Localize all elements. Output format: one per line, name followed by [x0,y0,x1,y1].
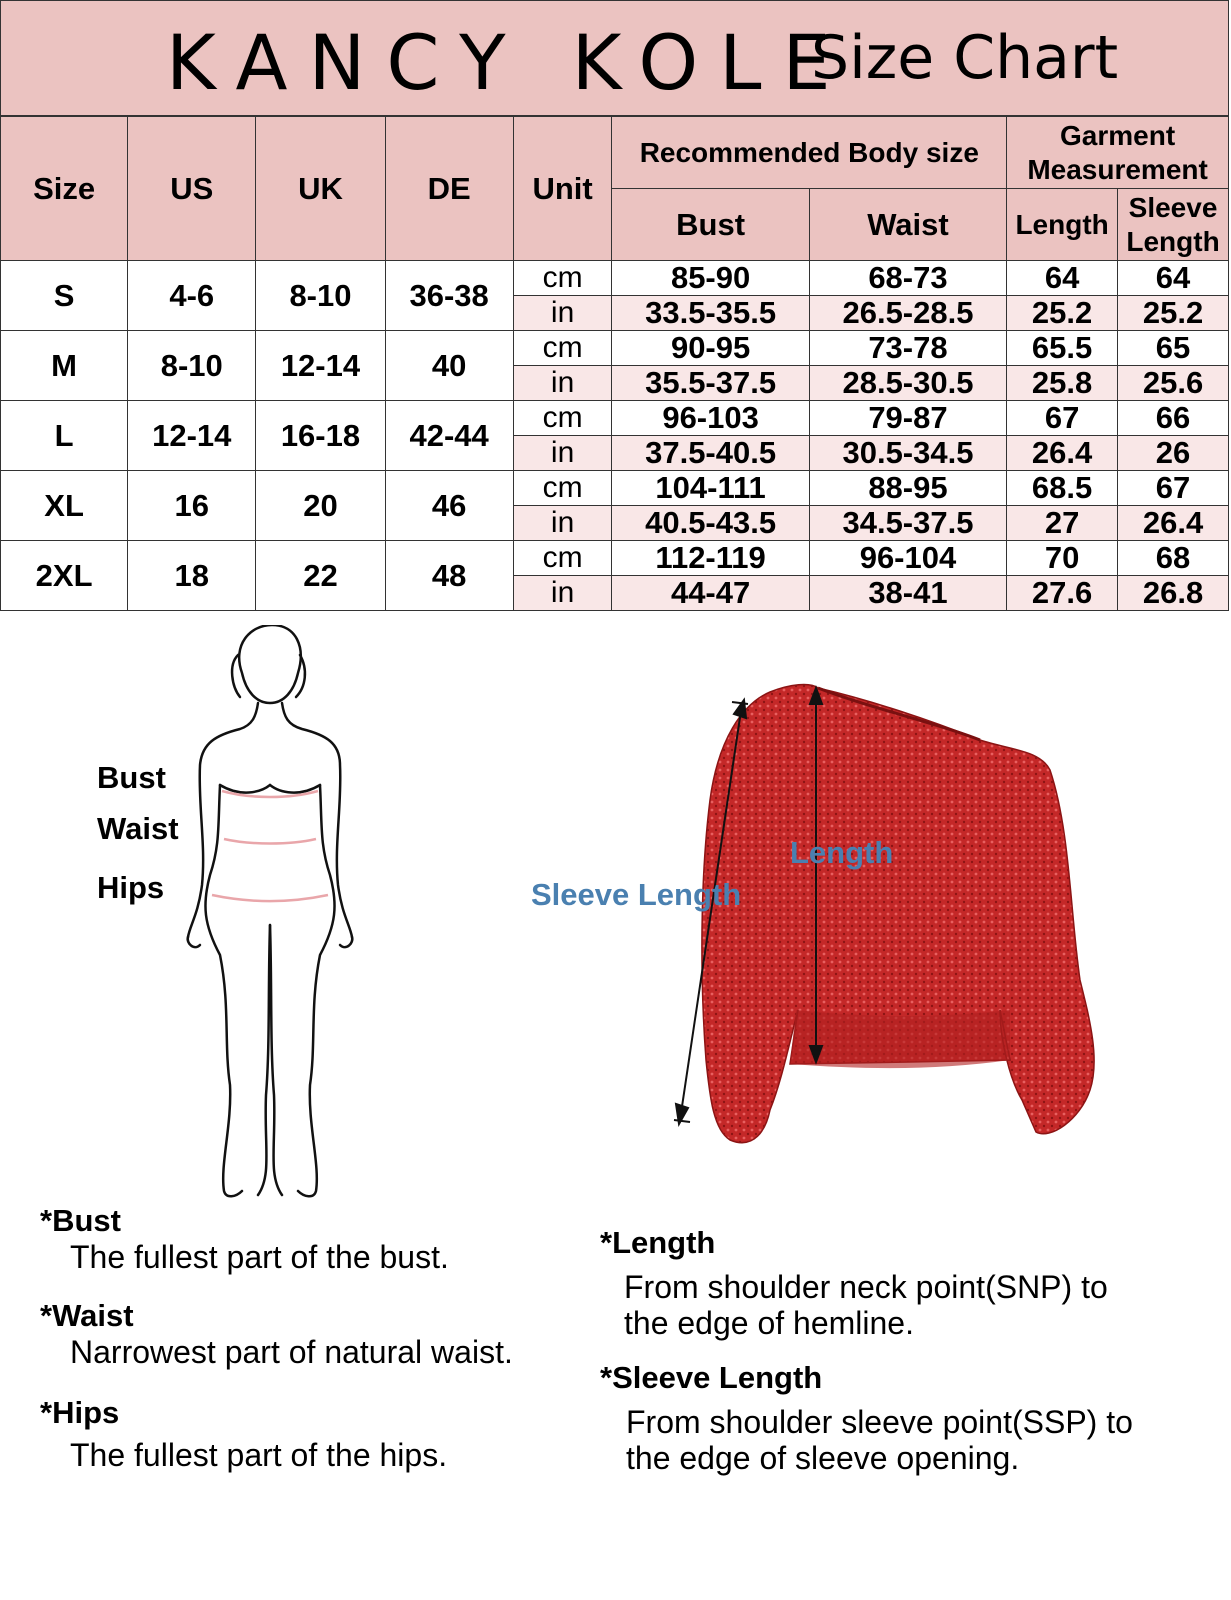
definition-term: *Waist [40,1298,134,1333]
definition-bust [40,1203,449,1275]
cell-length: 70 [1007,541,1118,576]
cell-us: 4-6 [128,261,256,331]
cell-uk: 16-18 [256,401,385,471]
cell-waist: 73-78 [809,331,1006,366]
definition-term: *Length [600,1225,716,1260]
cell-unit: in [513,296,612,331]
cell-unit: cm [513,471,612,506]
cell-sleeve: 67 [1118,471,1229,506]
cell-size: XL [1,471,128,541]
cell-unit: cm [513,541,612,576]
cell-de: 42-44 [385,401,513,471]
cell-length: 27 [1007,506,1118,541]
cell-sleeve: 26.4 [1118,506,1229,541]
definition-text-line2: the edge of hemline. [624,1305,914,1341]
cell-length: 25.2 [1007,296,1118,331]
cell-sleeve: 66 [1118,401,1229,436]
body-figure [180,625,360,1215]
cell-bust: 85-90 [612,261,809,296]
table-row [1,401,1229,436]
col-body-group: Recommended Body size [612,117,1007,189]
definition-term: *Sleeve Length [600,1360,823,1395]
cell-unit: cm [513,261,612,296]
hips-label: Hips [97,870,165,905]
sleeve-length-label: Sleeve Length [531,877,742,912]
garment-figure [670,680,1110,1150]
cell-unit: in [513,506,612,541]
cell-unit: in [513,436,612,471]
cell-sleeve: 68 [1118,541,1229,576]
col-us: US [128,117,256,261]
cell-uk: 22 [256,541,385,611]
cell-unit: cm [513,331,612,366]
definition-waist [40,1298,513,1370]
page-title: Size Chart [811,23,1119,93]
cell-waist: 79-87 [809,401,1006,436]
cell-us: 18 [128,541,256,611]
cell-bust: 90-95 [612,331,809,366]
cell-length: 68.5 [1007,471,1118,506]
cell-bust: 96-103 [612,401,809,436]
col-uk: UK [256,117,385,261]
col-garment-group: Garment Measurement [1007,117,1229,189]
cell-waist: 34.5-37.5 [809,506,1006,541]
col-unit: Unit [513,117,612,261]
col-size: Size [1,117,128,261]
cell-us: 12-14 [128,401,256,471]
length-label: Length [790,835,894,870]
definition-hips [40,1395,447,1473]
bust-label: Bust [97,760,166,795]
cell-unit: in [513,366,612,401]
cell-sleeve: 26.8 [1118,576,1229,611]
size-table [0,116,1229,611]
cell-bust: 44-47 [612,576,809,611]
col-length: Length [1007,189,1118,261]
garment-body [702,685,1094,1143]
cell-de: 40 [385,331,513,401]
definition-term: *Bust [40,1203,121,1238]
definition-length [600,1225,1108,1341]
col-sleeve-length: Sleeve Length [1118,189,1229,261]
cell-length: 27.6 [1007,576,1118,611]
definition-text-line1: From shoulder sleeve point(SSP) to [626,1404,1133,1440]
definition-text-line2: the edge of sleeve opening. [626,1440,1020,1476]
cell-de: 48 [385,541,513,611]
cell-unit: in [513,576,612,611]
col-bust: Bust [612,189,809,261]
cell-bust: 112-119 [612,541,809,576]
cell-bust: 104-111 [612,471,809,506]
table-row [1,471,1229,506]
cell-uk: 8-10 [256,261,385,331]
brand-logo: KANCY KOLE [166,18,852,107]
cell-waist: 30.5-34.5 [809,436,1006,471]
cell-de: 46 [385,471,513,541]
illustration-area [0,625,1231,1205]
cell-bust: 40.5-43.5 [612,506,809,541]
table-row [1,331,1229,366]
cell-waist: 26.5-28.5 [809,296,1006,331]
cell-us: 16 [128,471,256,541]
col-waist: Waist [809,189,1006,261]
chart-header [0,0,1229,116]
table-row [1,541,1229,576]
cell-waist: 68-73 [809,261,1006,296]
definition-text: Narrowest part of natural waist. [70,1334,513,1370]
cell-waist: 88-95 [809,471,1006,506]
cell-size: M [1,331,128,401]
cell-length: 65.5 [1007,331,1118,366]
cell-waist: 38-41 [809,576,1006,611]
cell-sleeve: 25.2 [1118,296,1229,331]
cell-de: 36-38 [385,261,513,331]
definition-text: The fullest part of the hips. [70,1437,448,1473]
cell-us: 8-10 [128,331,256,401]
cell-sleeve: 25.6 [1118,366,1229,401]
cell-length: 67 [1007,401,1118,436]
definition-term: *Hips [40,1395,120,1430]
cell-sleeve: 64 [1118,261,1229,296]
cell-sleeve: 65 [1118,331,1229,366]
definition-text-line1: From shoulder neck point(SNP) to [624,1269,1108,1305]
definition-text: The fullest part of the bust. [70,1239,449,1275]
cell-bust: 33.5-35.5 [612,296,809,331]
col-de: DE [385,117,513,261]
cell-length: 26.4 [1007,436,1118,471]
waist-label: Waist [97,811,179,846]
cell-waist: 96-104 [809,541,1006,576]
cell-sleeve: 26 [1118,436,1229,471]
cell-size: 2XL [1,541,128,611]
cell-size: S [1,261,128,331]
table-row [1,261,1229,296]
cell-unit: cm [513,401,612,436]
cell-uk: 12-14 [256,331,385,401]
cell-length: 25.8 [1007,366,1118,401]
cell-size: L [1,401,128,471]
definition-sleeve-length [600,1360,1133,1476]
cell-uk: 20 [256,471,385,541]
cell-waist: 28.5-30.5 [809,366,1006,401]
cell-bust: 35.5-37.5 [612,366,809,401]
cell-length: 64 [1007,261,1118,296]
cell-bust: 37.5-40.5 [612,436,809,471]
